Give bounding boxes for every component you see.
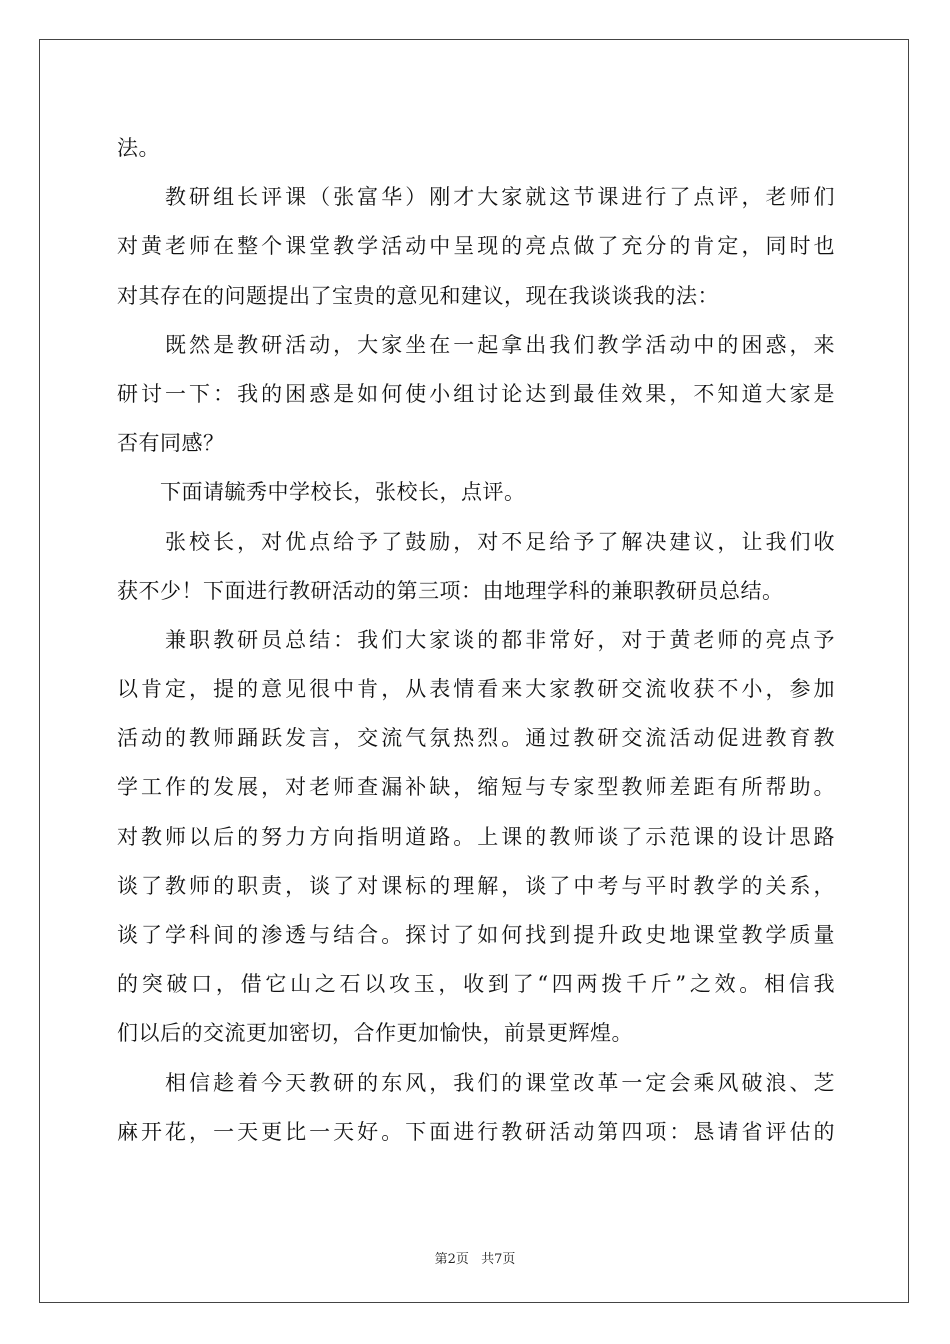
text-line: 既然是教研活动，大家坐在一起拿出我们教学活动中的困惑，来 xyxy=(117,332,835,357)
document-body xyxy=(117,124,835,1157)
text-line: 对黄老师在整个课堂教学活动中呈现的亮点做了充分的肯定，同时也 xyxy=(117,234,835,259)
text-line: 下面请毓秀中学校长，张校长，点评。 xyxy=(117,480,526,505)
text-line: 们以后的交流更加密切，合作更加愉快，前景更辉煌。 xyxy=(117,1021,633,1046)
text-line: 对教师以后的努力方向指明道路。上课的教师谈了示范课的设计思路 xyxy=(117,824,835,849)
page-number: 第2页 xyxy=(434,1252,469,1267)
text-line: 学工作的发展，对老师查漏补缺，缩短与专家型教师差距有所帮助。 xyxy=(117,775,835,800)
text-line: 以肯定，提的意见很中肯，从表情看来大家教研交流收获不小，参加 xyxy=(117,677,835,702)
text-line: 教研组长评课（张富华）刚才大家就这节课进行了点评，老师们 xyxy=(117,185,835,210)
text-line: 获不少！下面进行教研活动的第三项：由地理学科的兼职教研员总结。 xyxy=(117,578,784,603)
text-line: 否有同感？ xyxy=(117,431,225,456)
text-line: 活动的教师踊跃发言，交流气氛热烈。通过教研交流活动促进教育教 xyxy=(117,726,835,751)
text-line: 的突破口，借它山之石以攻玉，收到了“四两拨千斤”之效。相信我 xyxy=(117,972,835,997)
text-line: 法。 xyxy=(117,136,160,160)
text-line: 对其存在的问题提出了宝贵的意见和建议，现在我谈谈我的法： xyxy=(117,283,719,308)
text-line: 相信趁着今天教研的东风，我们的课堂改革一定会乘风破浪、芝 xyxy=(117,1070,835,1095)
total-pages: 共7页 xyxy=(481,1252,516,1267)
text-line: 麻开花，一天更比一天好。下面进行教研活动第四项：恳请省评估的 xyxy=(117,1119,835,1144)
text-line: 研讨一下：我的困惑是如何使小组讨论达到最佳效果，不知道大家是 xyxy=(117,381,835,406)
text-line: 谈了教师的职责，谈了对课标的理解，谈了中考与平时教学的关系， xyxy=(117,873,835,898)
page-footer xyxy=(0,1248,950,1267)
text-line: 谈了学科间的渗透与结合。探讨了如何找到提升政史地课堂教学质量 xyxy=(117,923,835,947)
text-line: 兼职教研员总结：我们大家谈的都非常好，对于黄老师的亮点予 xyxy=(117,627,835,652)
text-line: 张校长，对优点给予了鼓励，对不足给予了解决建议，让我们收 xyxy=(117,529,835,554)
